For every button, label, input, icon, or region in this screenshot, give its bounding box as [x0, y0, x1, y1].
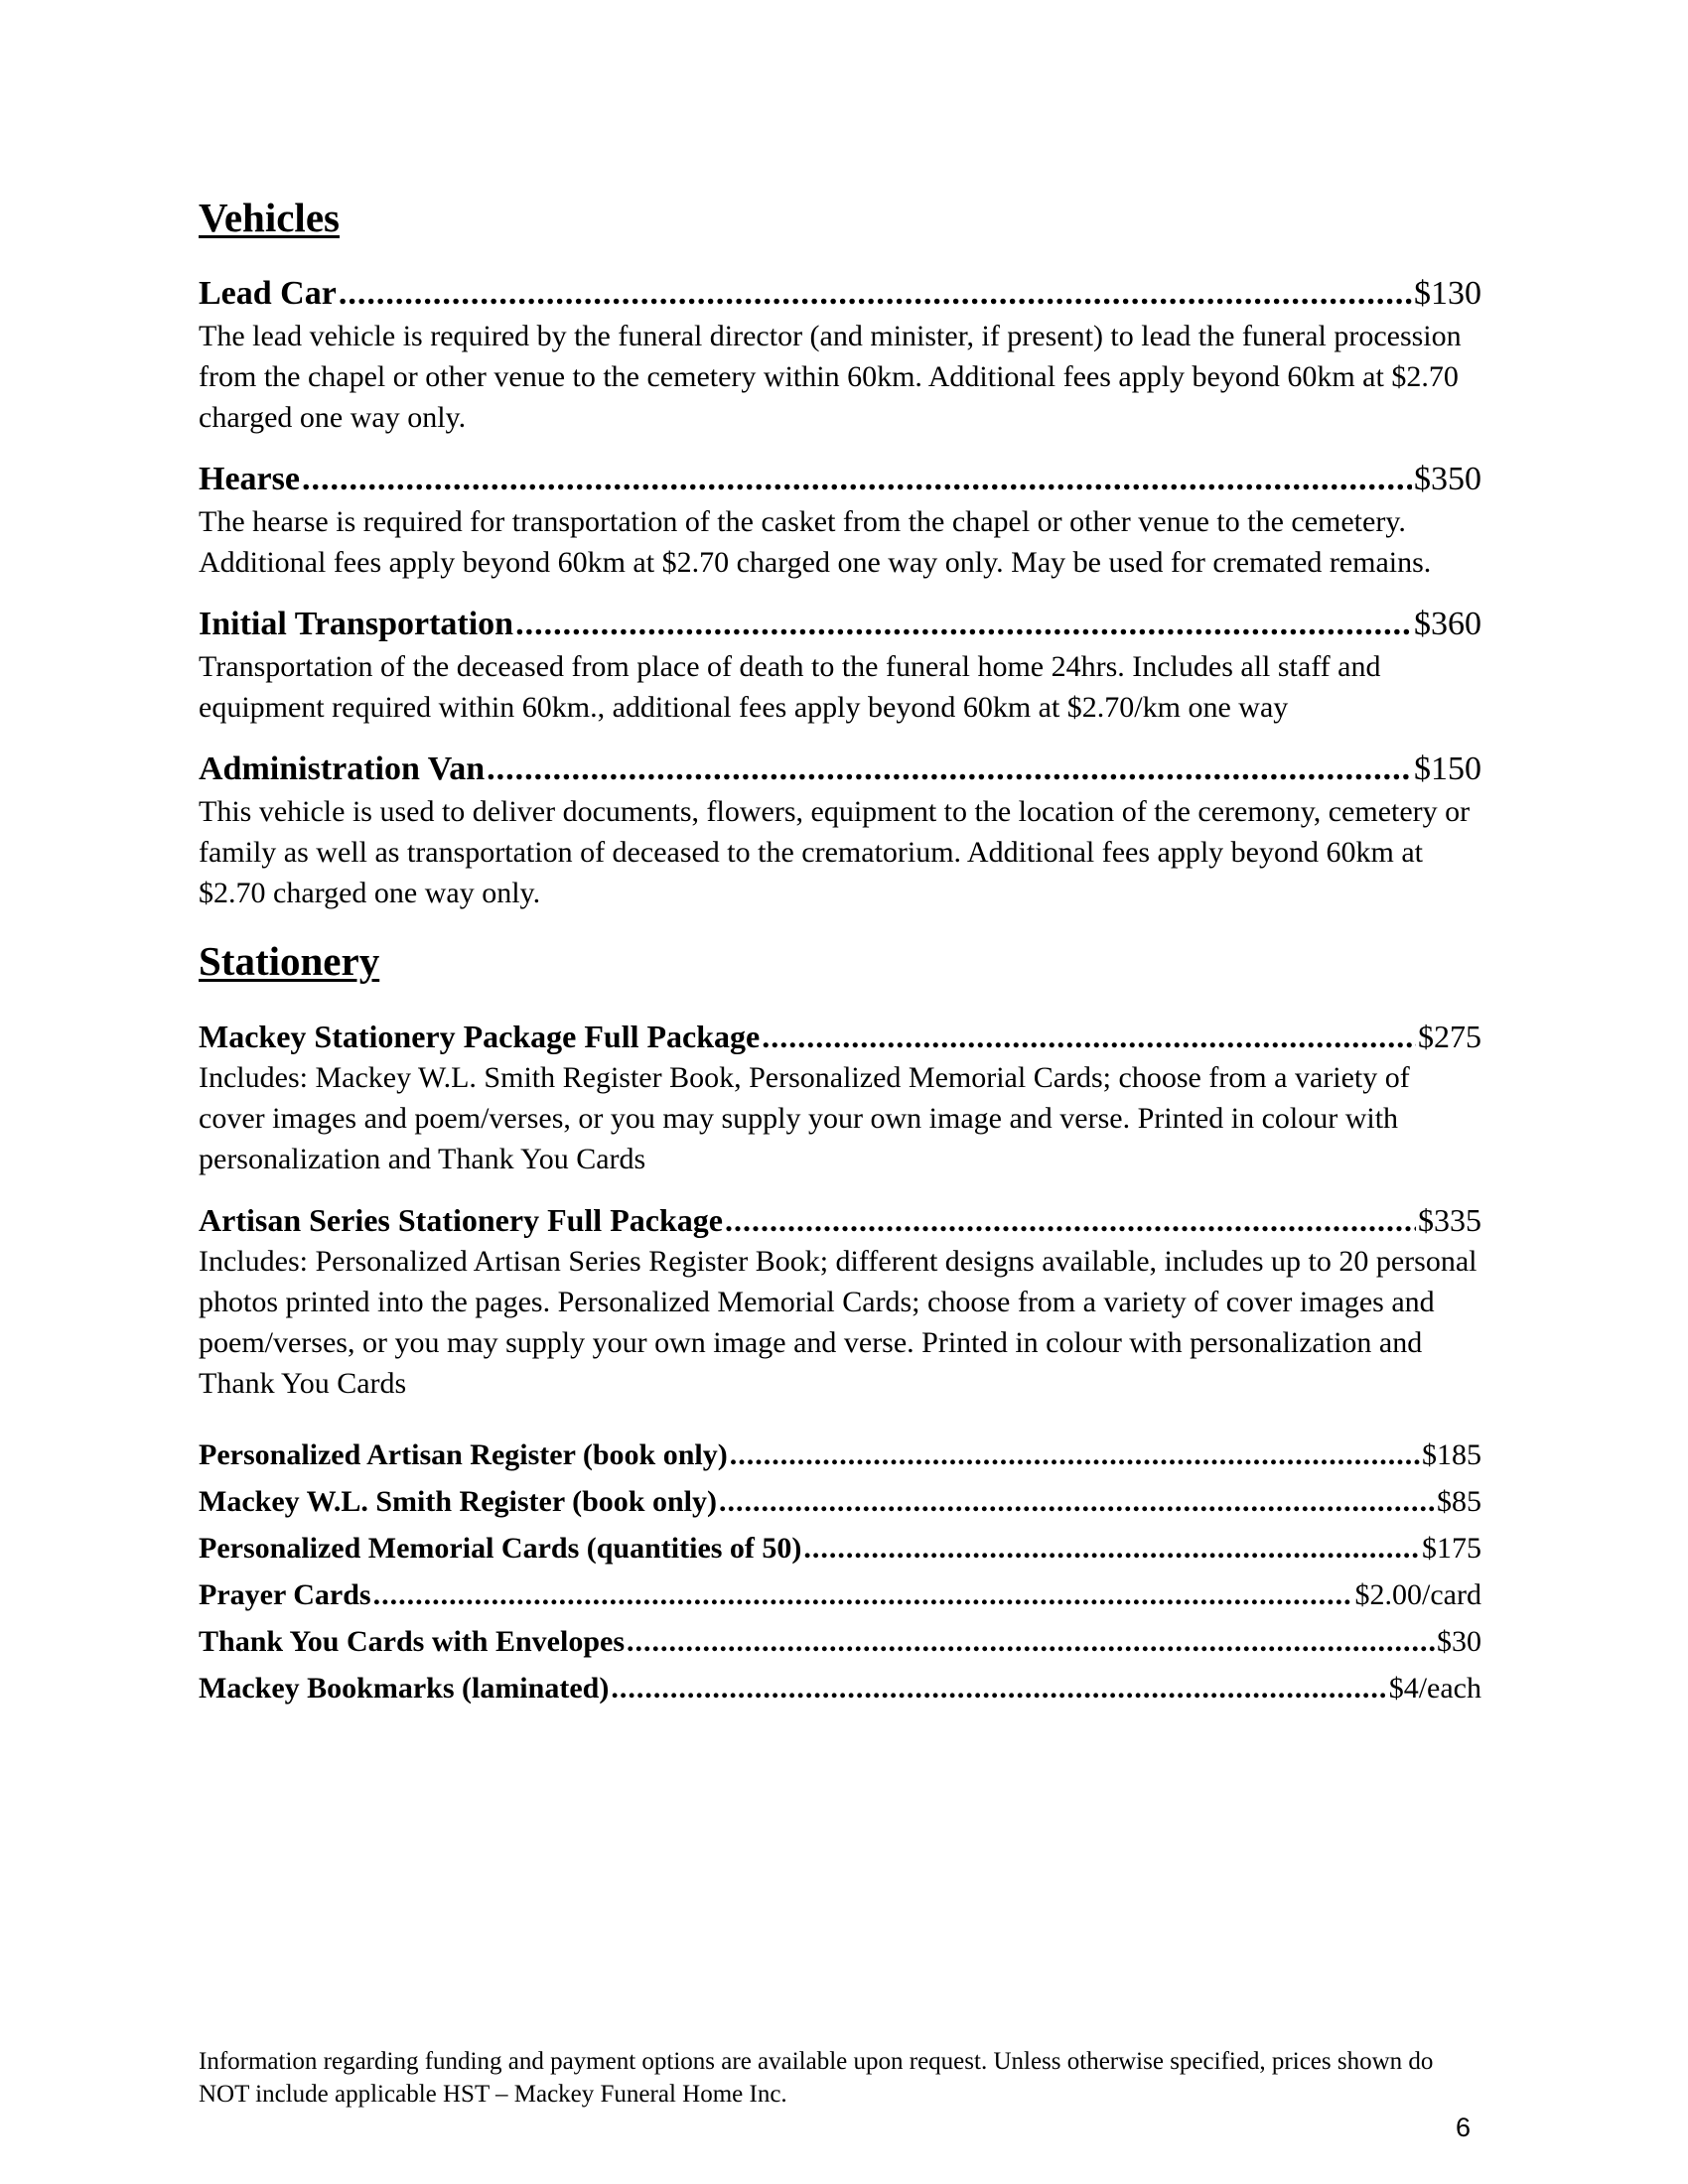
item-label: Hearse	[199, 461, 300, 498]
item-description: Includes: Mackey W.L. Smith Register Book, Personalized Memorial Cards; choose from a variety of cover images and poem/verses, or you may supply your own image and verse. Printed in colour with personalization and Thank You Cards	[199, 1061, 1410, 1176]
price-line	[199, 748, 1481, 791]
item-description: This vehicle is used to deliver documents, flowers, equipment to the location of the ceremony, cemetery or family as well as transportation of deceased to the crematorium. Additional fees apply beyond 60km at $2.70 charged one way only.	[199, 795, 1471, 910]
item-label: Lead Car	[199, 275, 337, 313]
item-description: The hearse is required for transportation of the casket from the chapel or other venue to the cemetery. Additional fees apply beyond 60km at $2.70 charged one way only. May be used for cremated remains.	[199, 505, 1432, 580]
dot-leader	[373, 1571, 1353, 1618]
list-item-bookmarks	[199, 1665, 1481, 1711]
price-line	[199, 458, 1481, 501]
vehicle-item-lead-car	[199, 272, 1481, 438]
dot-leader	[803, 1525, 1420, 1571]
item-price: $30	[1437, 1625, 1481, 1659]
dot-leader	[730, 1432, 1420, 1478]
dot-leader	[611, 1665, 1386, 1711]
item-description: The lead vehicle is required by the funeral director (and minister, if present) to lead the funeral procession from the chapel or other venue to the cemetery within 60km. Additional fees apply beyond 60km at $2.70 charged one way only.	[199, 320, 1462, 435]
item-label: Mackey Bookmarks (laminated)	[199, 1672, 610, 1706]
dot-leader	[487, 748, 1412, 791]
item-price: $2.00/card	[1354, 1578, 1481, 1612]
item-label: Artisan Series Stationery Full Package	[199, 1202, 723, 1239]
page-content	[199, 194, 1481, 1711]
item-label: Mackey Stationery Package Full Package	[199, 1019, 761, 1055]
vehicle-item-initial-transportation	[199, 603, 1481, 728]
dot-leader	[762, 1016, 1416, 1057]
page-number: 6	[1456, 2113, 1472, 2142]
item-description: Transportation of the deceased from place of death to the funeral home 24hrs. Includes all staff and equipment required within 60km., additional fees apply beyond 60km at $2.70/km one way	[199, 650, 1381, 725]
price-line	[199, 603, 1481, 646]
item-price: $350	[1414, 461, 1481, 498]
item-label: Thank You Cards with Envelopes	[199, 1625, 626, 1659]
list-item-artisan-register	[199, 1432, 1481, 1478]
stationery-price-list	[199, 1432, 1481, 1711]
dot-leader	[339, 272, 1412, 316]
list-item-smith-register	[199, 1478, 1481, 1525]
item-label: Administration Van	[199, 751, 486, 788]
dot-leader	[725, 1199, 1416, 1241]
price-line	[199, 1199, 1481, 1241]
item-price: $335	[1418, 1202, 1481, 1239]
dot-leader	[627, 1618, 1435, 1665]
list-item-thank-you-cards	[199, 1618, 1481, 1665]
item-label: Mackey W.L. Smith Register (book only)	[199, 1485, 717, 1519]
vehicles-heading: Vehicles	[199, 195, 340, 240]
item-price: $185	[1422, 1438, 1481, 1472]
list-item-prayer-cards	[199, 1571, 1481, 1618]
item-label: Personalized Memorial Cards (quantities of 50)	[199, 1532, 802, 1566]
price-line	[199, 1016, 1481, 1057]
item-price: $150	[1414, 751, 1481, 788]
item-price: $175	[1422, 1532, 1481, 1566]
item-label: Personalized Artisan Register (book only)	[199, 1438, 728, 1472]
list-item-memorial-cards	[199, 1525, 1481, 1571]
stationery-package-mackey	[199, 1016, 1481, 1179]
item-price: $360	[1414, 606, 1481, 643]
item-price: $275	[1418, 1019, 1481, 1055]
dot-leader	[719, 1478, 1435, 1525]
dot-leader	[515, 603, 1412, 646]
stationery-package-artisan	[199, 1199, 1481, 1404]
footer-note: Information regarding funding and payment options are available upon request. Unless otherwise specified, prices shown do NOT include applicable HST – Mackey Funeral Home Inc.	[199, 2048, 1434, 2108]
item-label: Prayer Cards	[199, 1578, 371, 1612]
item-price: $4/each	[1388, 1672, 1481, 1706]
vehicle-item-hearse	[199, 458, 1481, 583]
item-description: Includes: Personalized Artisan Series Register Book; different designs available, includes up to 20 personal photos printed into the pages. Personalized Memorial Cards; choose from a variety of cover images and poem/verses, or you may supply your own image and verse. Printed in colour with personalization and Thank You Cards	[199, 1245, 1477, 1401]
vehicle-item-administration-van	[199, 748, 1481, 913]
dot-leader	[302, 458, 1412, 501]
price-line	[199, 272, 1481, 316]
item-label: Initial Transportation	[199, 606, 514, 643]
item-price: $85	[1437, 1485, 1481, 1519]
stationery-heading: Stationery	[199, 938, 380, 985]
item-price: $130	[1414, 275, 1481, 313]
